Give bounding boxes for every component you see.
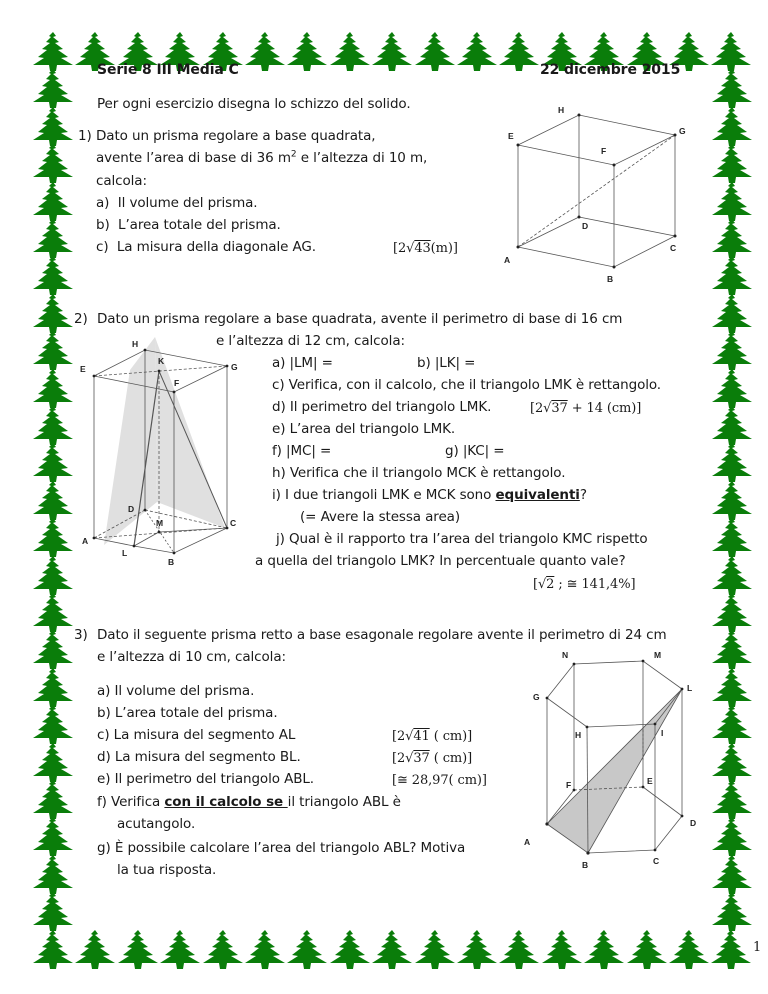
vertex-label: A: [524, 837, 531, 847]
exercise2-answer-j: [√2 ; ≅ 141,4%]: [533, 577, 636, 592]
tree-icon: [710, 592, 754, 632]
tree-icon: [31, 368, 75, 408]
tree-icon: [710, 816, 754, 856]
exercise1-number: 1): [78, 128, 92, 144]
tree-icon: [710, 891, 754, 931]
date: 22 dicembre 2015: [540, 62, 681, 78]
exercise3-line1: Dato il seguente prisma retto a base esagonale regolare avente il perimetro di 24 cm: [97, 627, 667, 643]
tree-icon: [667, 929, 711, 969]
vertex-label: H: [558, 105, 565, 115]
exercise3-line2: e l’altezza di 10 cm, calcola:: [97, 649, 286, 665]
emphasis: equivalenti: [495, 487, 580, 503]
item-text: f) Verifica: [97, 794, 165, 810]
tree-icon: [328, 31, 372, 71]
vertex-label: M: [156, 518, 164, 528]
exercise3-answer-e: [≅ 28,97( cm)]: [392, 773, 487, 788]
tree-icon: [710, 779, 754, 819]
tree-icon: [73, 929, 117, 969]
vertex-label: E: [80, 364, 86, 374]
exercise1-line: calcola:: [96, 173, 147, 189]
vertex-label: F: [601, 146, 607, 156]
tree-icon: [413, 31, 457, 71]
exercise2-item-i: i) I due triangoli LMK e MCK sono equivalenti?: [272, 487, 587, 503]
tree-icon: [710, 330, 754, 370]
vertex-label: I: [661, 728, 664, 738]
tree-icon: [709, 929, 753, 969]
tree-icon: [370, 31, 414, 71]
tree-icon: [31, 330, 75, 370]
vertex-label: A: [82, 536, 89, 546]
item-text: i) I due triangoli LMK e MCK sono: [272, 487, 496, 503]
exercise1-exponent: 2: [290, 149, 297, 160]
tree-icon: [285, 929, 329, 969]
vertex-label: B: [168, 557, 175, 567]
intro-instruction: Per ogni esercizio disegna lo schizzo del solido.: [97, 96, 411, 112]
vertex-label: D: [582, 221, 589, 231]
vertex-label: E: [647, 776, 653, 786]
exercise2-item-h: h) Verifica che il triangolo MCK è rettangolo.: [272, 465, 566, 481]
tree-icon: [710, 704, 754, 744]
tree-icon: [31, 929, 75, 969]
item-text: La misura della diagonale AG.: [116, 239, 316, 255]
exercise2-item-j1: j) Qual è il rapporto tra l’area del triangolo KMC rispetto: [276, 531, 648, 547]
tree-icon: [31, 779, 75, 819]
exercise2-line1: Dato un prisma regolare a base quadrata, avente il perimetro di base di 16 cm: [97, 311, 623, 327]
page-number: 1: [753, 940, 762, 955]
tree-icon: [710, 517, 754, 557]
exercise2-answer-d: [2√37 + 14 (cm)]: [530, 401, 642, 416]
tree-icon: [497, 31, 541, 71]
tree-icon: [31, 143, 75, 183]
vertex-label: B: [582, 860, 589, 870]
exercise1-item-a: [96, 195, 258, 212]
vertex-label: G: [533, 692, 540, 702]
tree-icon: [31, 442, 75, 482]
tree-icon: [710, 667, 754, 707]
exercise3-item-a: a) Il volume del prisma.: [97, 683, 255, 699]
tree-icon: [158, 929, 202, 969]
exercise2-item-e: e) L’area del triangolo LMK.: [272, 421, 456, 437]
exercise1-line: Dato un prisma regolare a base quadrata,: [96, 128, 376, 144]
tree-icon: [710, 293, 754, 333]
exercise3-item-g2: la tua risposta.: [117, 862, 217, 878]
exercise3-answer-c: [2√41 ( cm)]: [392, 729, 473, 744]
tree-icon: [328, 929, 372, 969]
vertex-label: L: [122, 548, 128, 558]
tree-icon: [31, 555, 75, 595]
tree-icon: [31, 293, 75, 333]
tree-icon: [710, 480, 754, 520]
tree-icon: [31, 704, 75, 744]
item-label: c): [96, 239, 109, 255]
tree-icon: [455, 31, 499, 71]
tree-icon: [31, 629, 75, 669]
exercise2-item-b: b) |LK| =: [417, 355, 476, 371]
vertex-label: N: [562, 650, 569, 660]
tree-icon: [582, 929, 626, 969]
tree-icon: [31, 405, 75, 445]
tree-icon: [710, 143, 754, 183]
tree-icon: [540, 929, 584, 969]
vertex-label: A: [504, 255, 511, 265]
vertex-label: D: [690, 818, 697, 828]
tree-icon: [413, 929, 457, 969]
exercise1-answer-c: [2√43(m)]: [393, 241, 458, 256]
vertex-label: C: [653, 856, 660, 866]
series-title: Serie 8 III Media C: [97, 62, 239, 78]
tree-icon: [31, 106, 75, 146]
tree-icon: [31, 181, 75, 221]
exercise3-item-f2: acutangolo.: [117, 816, 196, 832]
vertex-label: C: [670, 243, 677, 253]
vertex-label: D: [128, 504, 135, 514]
tree-icon: [116, 929, 160, 969]
hexagonal-prism-figure: [510, 640, 710, 880]
vertex-label: G: [679, 126, 686, 136]
tree-icon: [710, 68, 754, 108]
exercise3-number: 3): [74, 627, 88, 643]
tree-icon: [201, 929, 245, 969]
tree-icon: [710, 442, 754, 482]
exercise2-number: 2): [74, 311, 88, 327]
tree-icon: [31, 667, 75, 707]
tree-icon: [710, 218, 754, 258]
vertex-label: E: [508, 131, 514, 141]
exercise2-item-g: g) |KC| =: [445, 443, 505, 459]
vertex-label: B: [607, 274, 614, 284]
exercise3-answer-d: [2√37 ( cm)]: [392, 751, 473, 766]
tree-icon: [710, 854, 754, 894]
tree-icon: [243, 929, 287, 969]
tree-icon: [497, 929, 541, 969]
exercise3-item-d: d) La misura del segmento BL.: [97, 749, 301, 765]
exercise1-item-b: [96, 217, 281, 234]
item-text: Il volume del prisma.: [117, 195, 258, 211]
tree-icon: [31, 68, 75, 108]
tree-icon: [710, 405, 754, 445]
item-label: a): [96, 195, 110, 211]
exercise2-item-c: c) Verifica, con il calcolo, che il triangolo LMK è rettangolo.: [272, 377, 661, 393]
tree-icon: [31, 255, 75, 295]
tree-icon: [455, 929, 499, 969]
exercise2-item-d: d) Il perimetro del triangolo LMK.: [272, 399, 492, 415]
vertex-label: C: [230, 518, 237, 528]
tree-icon: [710, 629, 754, 669]
tree-icon: [31, 742, 75, 782]
tree-icon: [625, 929, 669, 969]
tree-icon: [31, 854, 75, 894]
tree-icon: [370, 929, 414, 969]
tree-icon: [710, 181, 754, 221]
tree-icon: [285, 31, 329, 71]
tree-icon: [243, 31, 287, 71]
exercise3-item-g1: g) È possibile calcolare l’area del triangolo ABL? Motiva: [97, 840, 466, 856]
exercise3-item-c: c) La misura del segmento AL: [97, 727, 296, 743]
vertex-label: G: [231, 362, 238, 372]
vertex-label: L: [687, 683, 693, 693]
vertex-label: H: [132, 339, 139, 349]
exercise3-item-b: b) L’area totale del prisma.: [97, 705, 278, 721]
tree-icon: [31, 816, 75, 856]
exercise3-item-e: e) Il perimetro del triangolo ABL.: [97, 771, 314, 787]
tree-icon: [31, 218, 75, 258]
vertex-label: H: [575, 730, 582, 740]
emphasis: con il calcolo se: [164, 794, 288, 810]
exercise2-item-j2: a quella del triangolo LMK? In percentuale quanto vale?: [255, 553, 626, 569]
tree-icon: [31, 891, 75, 931]
tree-icon: [709, 31, 753, 71]
exercise2-item-i-note: (= Avere la stessa area): [300, 509, 461, 525]
exercise2-line2: e l’altezza di 12 cm, calcola:: [216, 333, 405, 349]
exercise3-item-f: f) Verifica con il calcolo se il triangolo ABL è: [97, 794, 401, 810]
exercise1-item-c: [96, 239, 316, 256]
item-label: b): [96, 217, 110, 233]
exercise2-item-f: f) |MC| =: [272, 443, 332, 459]
tree-icon: [31, 517, 75, 557]
exercise2-item-a: a) |LM| =: [272, 355, 333, 371]
tree-icon: [710, 255, 754, 295]
square-prism-figure: [70, 330, 260, 570]
tree-icon: [710, 742, 754, 782]
exercise1-line: [96, 150, 427, 167]
exercise1-text: avente l’area di base di 36 m: [96, 150, 291, 166]
tree-icon: [710, 368, 754, 408]
tree-icon: [710, 555, 754, 595]
tree-icon: [31, 592, 75, 632]
tree-icon: [710, 106, 754, 146]
vertex-label: K: [158, 356, 165, 366]
vertex-label: F: [566, 780, 572, 790]
cube-figure: [490, 95, 700, 290]
item-text: L’area totale del prisma.: [118, 217, 281, 233]
vertex-label: F: [174, 378, 180, 388]
vertex-label: M: [654, 650, 662, 660]
tree-icon: [31, 31, 75, 71]
exercise1-text: e l’altezza di 10 m,: [296, 150, 428, 166]
tree-icon: [31, 480, 75, 520]
